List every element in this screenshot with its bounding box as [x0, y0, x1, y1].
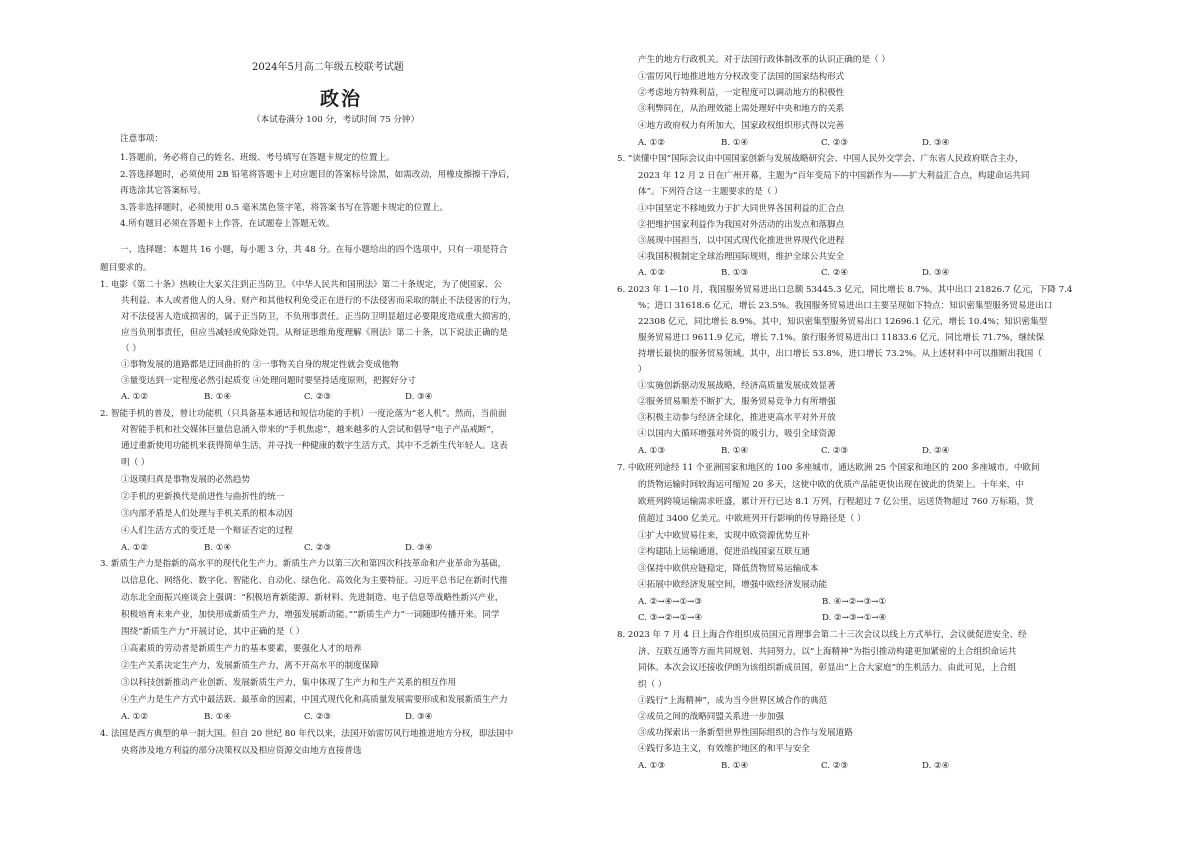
question-option: ④践行多边主义，有效维护地区的和平与安全 [638, 744, 810, 754]
question-option: ②手机的更新换代是前进性与曲折性的统一 [121, 492, 285, 502]
choice-c: C. ②③ [821, 761, 849, 771]
question-line: 产生的地方行政机关。对于法国行政体制改革的认识正确的是（ ） [638, 55, 890, 65]
question-line: 明（ ） [121, 458, 150, 468]
choice-a: A. ①③ [638, 446, 666, 456]
note-line: 3.答非选择题时，必须使用 0.5 毫米黑色签字笔，将答案书写在答题卡规定的位置上。 [120, 203, 449, 213]
question-option: ④以国内大循环增强对外资的吸引力，吸引全球资源 [638, 429, 836, 439]
choice-b: B. ④→②→③→① [822, 597, 887, 607]
choice-d: D. ③④ [405, 712, 433, 722]
question-option: ③积极主动参与经济全球化，推进更高水平对外开放 [638, 413, 836, 423]
question-option: ④人们生活方式的变迁是一个辩证否定的过程 [121, 526, 293, 536]
choice-c: C. ②④ [821, 268, 849, 278]
choice-a: A. ①② [638, 268, 666, 278]
section-heading-cont: 题目要求的。 [100, 263, 152, 273]
question-option: ②把维护国家利益作为我国对外活动的出发点和落脚点 [638, 220, 845, 230]
question-line: （ ） [121, 344, 141, 354]
subject-title: 政治 [320, 88, 363, 110]
question-option: ③保持中欧供应链稳定，降低货物贸易运输成本 [638, 564, 819, 574]
question-line: 7. 中欧班列途经 11 个亚洲国家和地区的 100 多座城市，通达欧洲 25 个国家和地区的 200 多座城市。中欧间 [617, 463, 1040, 473]
choice-c: C. ②③ [821, 138, 849, 148]
question-option: ④生产力是生产方式中最活跃、最革命的因素，中国式现代化和高质量发展需要形成和发展新质生产力 [121, 695, 508, 705]
question-line: 欧班列跨境运输需求旺盛，累计开行已达 8.1 万列，行程超过 7 亿公里，运送货物超过 760 万标箱，货 [638, 497, 1034, 507]
question-option: ③展现中国担当，以中国式现代化推进世界现代化进程 [638, 236, 845, 246]
note-line: 2.答选择题时，必须使用 2B 铅笔将答题卡上对应题目的答案标号涂黑，如需改动，用橡皮擦擦干净后， [120, 170, 515, 180]
choice-a: A. ①② [121, 392, 149, 402]
question-line: ） [638, 365, 647, 375]
notes-heading: 注意事项： [120, 134, 163, 144]
question-line: 的货物运输时间较海运可缩短 20 多天，这使中欧的优质产品能更快出现在彼此的货架上。十年来，中 [638, 480, 1024, 490]
question-line: 同体。本次会议还接收伊朗为该组织新成员国，彰显出“上合大家庭”的生机活力。由此可见，上合组 [638, 663, 1017, 673]
question-option: ③成功探索出一条新型世界性国际组织的合作与发展道路 [638, 728, 853, 738]
question-option: ②构建陆上运输通道，促进沿线国家互联互通 [638, 547, 810, 557]
choice-c: C. ②③ [304, 543, 332, 553]
question-line: 8. 2023 年 7 月 4 日上海合作组织成员国元首理事会第二十三次会议以线上方式举行，会议就促进安全、经 [617, 630, 1027, 640]
choice-a: A. ①② [638, 138, 666, 148]
choice-d: D. ②④ [922, 446, 950, 456]
question-line: 应当负刑事责任，但应当减轻或免除处罚。从辩证思维角度理解《刑法》第二十条，以下说法正确的是 [121, 328, 508, 338]
question-option: ④拓展中欧经济发展空间，增强中欧经济发展动能 [638, 580, 828, 590]
choice-d: D. ③④ [922, 138, 950, 148]
exam-info: （本试卷满分 100 分，考试时间 75 分钟） [252, 115, 420, 125]
question-line: 2023 年 12 月 2 日在广州开幕，主题为“百年变局下的中国新作为——扩大利益汇合点，构建命运共同 [638, 171, 1030, 181]
question-line: 值超过 3400 亿美元。中欧班列开行影响的传导路径是（ ） [638, 514, 866, 524]
question-line: 共利益、本人或者他人的人身、财产和其他权利免受正在进行的不法侵害而采取的制止不法侵害的行为， [121, 296, 517, 306]
choice-b: B. ①④ [204, 392, 232, 402]
choice-d: D. ③④ [405, 543, 433, 553]
question-line: 3. 新质生产力是指新的高水平的现代化生产力。新质生产力以第三次和第四次科技革命和产业革命为基础， [100, 559, 507, 569]
choice-c: C. ②③ [304, 392, 332, 402]
choice-a: A. ①③ [638, 761, 666, 771]
question-option: ③以科技创新推动产业创新、发展新质生产力，集中体现了生产力和生产关系的相互作用 [121, 678, 457, 688]
choice-d: D. ③④ [922, 268, 950, 278]
choice-a: A. ①② [121, 712, 149, 722]
question-option: ③利弊同在，从治理效能上需处理好中央和地方的关系 [638, 104, 845, 114]
choice-d: D. ③④ [405, 392, 433, 402]
question-line: %；进口 31618.6 亿元，增长 23.5%。我国服务贸易进出口主要呈现如下特点：知识密集型服务贸易进出口 [638, 301, 1053, 311]
question-option: ①践行“上海精神”，成为当今世界区域合作的典范 [638, 696, 828, 706]
choice-b: B. ①④ [721, 138, 749, 148]
question-option: ①高素质的劳动者是新质生产力的基本要素，要强化人才的培养 [121, 644, 362, 654]
choice-b: B. ①③ [721, 268, 749, 278]
question-line: 6. 2023 年 1—10 月，我国服务贸易进出口总额 53445.3 亿元，同比增长 8.7%。其中出口 21826.7 亿元，下降 7.4 [617, 285, 1073, 295]
question-line: 体”。下列符合这一主题要求的是（ ） [638, 187, 783, 197]
question-option: ①雷厉风行地推进地方分权改变了法国的国家结构形式 [638, 72, 845, 82]
choice-a: A. ②→④→①→③ [638, 597, 703, 607]
question-option: ①中国坚定不移地致力于扩大同世界各国利益的汇合点 [638, 204, 845, 214]
question-line: 对智能手机和社交媒体巨量信息涌入带来的“手机焦虑”，越来越多的人尝试和倡导“电子产品戒断”， [121, 425, 500, 435]
section-heading: 一、选择题：本题共 16 小题，每小题 3 分，共 48 分。在每小题给出的四个选项中，只有一项是符合 [120, 245, 508, 255]
question-line: 服务贸易进口 9611.9 亿元，增长 7.1%。旅行服务贸易进出口 11833.6 亿元，同比增长 71.7%，继续保 [638, 333, 1045, 343]
question-option: ①事物发展的道路都是迂回曲折的 ②一事物关自身的规定性就会变成他物 [121, 360, 399, 370]
question-line: 对不法侵害人造成损害的，属于正当防卫，不负刑事责任。正当防卫明显超过必要限度造成重大损害的， [121, 312, 517, 322]
question-option: ②考虑地方特殊利益，一定程度可以调动地方的积极性 [638, 88, 845, 98]
choice-a: A. ①② [121, 543, 149, 553]
note-line: 再选涂其它答案标号。 [120, 186, 206, 196]
question-line: 通过重新使用功能机来获得简单生活，并寻找一种健康的数字生活方式，其中不乏新生代年轻人。这表 [121, 441, 508, 451]
choice-b: B. ①④ [721, 761, 749, 771]
question-option: ③量变达到一定程度必然引起质变 ④处理问题时要坚持适度原则，把握好分寸 [121, 376, 416, 386]
question-option: ①实施创新驱动发展战略，经济高质量发展成效显著 [638, 381, 836, 391]
question-option: ③内部矛盾是人们处理与手机关系的根本动因 [121, 509, 293, 519]
question-option: ②服务贸易顺差不断扩大，服务贸易竞争力有所增强 [638, 397, 836, 407]
question-line: 1. 电影《第二十条》热映让大家关注到正当防卫。《中华人民共和国刑法》第二十条规定，为了使国家、公 [100, 280, 502, 290]
question-option: ④我国积极制定全球治理国际规则，维护全球公共安全 [638, 252, 845, 262]
choice-b: B. ①④ [204, 712, 232, 722]
question-line: 央将涉及地方利益的部分决策权以及相应资源交由地方直接普选 [121, 746, 362, 756]
choice-d: D. ②→③→①→④ [822, 613, 887, 623]
question-option: ①扩大中欧贸易往来，实现中欧资源优势互补 [638, 531, 810, 541]
question-line: 5. “读懂中国”国际会议由中国国家创新与发展战略研究会、中国人民外交学会、广东省人民政府联合主办， [617, 154, 1024, 164]
note-line: 1.答题前，务必将自己的姓名、班级、考号填写在答题卡规定的位置上。 [120, 153, 395, 163]
question-option: ②成员之间的战略同盟关系进一步加强 [638, 712, 785, 722]
choice-b: B. ①④ [721, 446, 749, 456]
question-line: 22308 亿元，同比增长 8.9%。其中，知识密集型服务贸易出口 12696.1 亿元，增长 10.4%；知识密集型 [638, 317, 1048, 327]
question-line: 持增长最快的服务贸易领域。其中，出口增长 53.8%，进口增长 73.2%。从上述材料中可以推断出我国（ [638, 349, 1042, 359]
choice-d: D. ②④ [922, 761, 950, 771]
choice-c: C. ②③ [304, 712, 332, 722]
question-line: 济、互联互通等方面共同规划、共同努力，以“上海精神”为指引推动构建更加紧密的上合组织命运共 [638, 647, 1017, 657]
question-line: 4. 法国是西方典型的单一制大国。但自 20 世纪 80 年代以来，法国开始雷厉风行地推进地方分权，即法国中 [100, 729, 514, 739]
question-line: 以信息化、网络化、数字化、智能化、自动化、绿色化、高效化为主要特征。习近平总书记在新时代推 [121, 576, 508, 586]
question-option: ①返璞归真是事物发展的必然趋势 [121, 475, 250, 485]
question-option: ④地方政府权力有所加大，国家政权组织形式得以完善 [638, 121, 845, 131]
choice-c: C. ③→②→①→④ [638, 613, 703, 623]
note-line: 4.所有题目必须在答题卡上作答，在试题卷上答题无效。 [120, 219, 335, 229]
question-line: 织（ ） [638, 680, 667, 690]
question-line: 2. 智能手机的普及，曾让功能机（只具备基本通话和短信功能的手机）一度沦落为“老人机”。然而，当前面 [100, 409, 507, 419]
choice-b: B. ①④ [204, 543, 232, 553]
choice-c: C. ②③ [821, 446, 849, 456]
question-line: 动东北全面振兴座谈会上强调：“积极培育新能源、新材料、先进制造、电子信息等战略性新兴产业， [121, 593, 504, 603]
exam-title: 2024年5月高二年级五校联考试题 [252, 62, 404, 73]
question-option: ②生产关系决定生产力，发展新质生产力，离不开高水平的制度保障 [121, 661, 379, 671]
question-line: 围绕“新质生产力”开展讨论，其中正确的是（ ） [121, 627, 305, 637]
question-line: 积极培育未来产业，加快形成新质生产力，增强发展新动能。”“新质生产力”一词随即传播开来。同学 [121, 610, 500, 620]
